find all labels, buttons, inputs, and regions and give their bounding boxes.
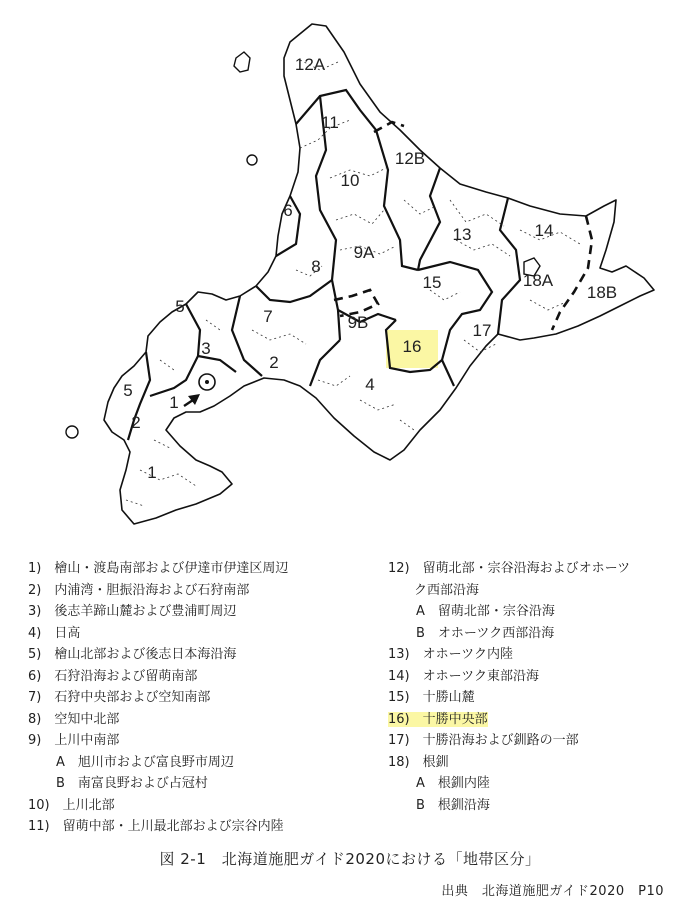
legend-item <box>28 558 288 580</box>
legend-item <box>28 752 288 774</box>
zone-label-7: 7 <box>263 307 273 326</box>
zone-label-6: 6 <box>283 201 293 220</box>
legend-item-text: A 根釧内陸 <box>416 776 490 791</box>
zone-label-2b: 2 <box>131 413 141 432</box>
zone-label-16: 16 <box>402 337 422 356</box>
legend-item-text: 14) オホーツク東部沿海 <box>388 668 539 684</box>
legend-item <box>28 580 288 602</box>
legend-item-text: 12) 留萌北部・宗谷沿海およびオホーツ <box>388 561 631 576</box>
zone-label-3: 3 <box>201 339 211 358</box>
legend-item <box>28 623 288 645</box>
zone-label-1a: 1 <box>169 393 179 412</box>
legend-item <box>388 580 630 602</box>
legend-item-text: 6) 石狩沿海および留萌南部 <box>28 668 198 684</box>
zone-label-9B: 9B <box>347 313 369 332</box>
island-rebun <box>234 52 250 72</box>
zone-label-1b: 1 <box>147 463 157 482</box>
legend-item <box>388 601 630 623</box>
legend-item-text: 7) 石狩中央部および空知南部 <box>28 690 211 705</box>
legend-item <box>28 709 288 731</box>
source-note: 出典 北海道施肥ガイド2020 P10 <box>441 884 664 899</box>
legend-item-text: B オホーツク西部沿海 <box>416 625 555 641</box>
legend-item-text: 15) 十勝山麓 <box>388 690 475 705</box>
legend-item <box>28 666 288 688</box>
legend-item <box>388 666 630 688</box>
legend-item-text: B 南富良野および占冠村 <box>56 776 208 791</box>
legend-item-text: 8) 空知中北部 <box>28 711 120 727</box>
legend-left-column <box>28 558 288 838</box>
zone-label-17: 17 <box>472 321 492 340</box>
legend-item-text: 16) 十勝中央部 <box>388 711 488 727</box>
zone-label-12B: 12B <box>394 149 426 168</box>
legend-item-text: 4) 日高 <box>28 625 81 641</box>
legend-item <box>388 773 630 795</box>
island-rishiri <box>247 155 257 165</box>
zone-label-14: 14 <box>534 221 554 240</box>
zone-label-13: 13 <box>452 225 472 244</box>
figure-caption: 図 2-1 北海道施肥ガイド2020における「地帯区分」 <box>159 850 541 868</box>
zone-label-10: 10 <box>340 171 360 190</box>
legend-item-text: ク西部沿海 <box>414 582 480 598</box>
zone-label-9A: 9A <box>353 243 375 262</box>
legend-item <box>388 558 630 580</box>
legend-item <box>388 795 630 817</box>
legend-item-text: 3) 後志羊蹄山麓および豊浦町周辺 <box>28 604 237 619</box>
municipal-boundaries <box>126 60 580 506</box>
legend-right-column <box>388 558 630 816</box>
legend-item-text: A 留萌北部・宗谷沿海 <box>416 604 555 619</box>
legend-item <box>28 730 288 752</box>
island-okushiri <box>66 426 78 438</box>
zone-label-5a: 5 <box>175 297 185 316</box>
legend-item <box>28 687 288 709</box>
zone-boundaries <box>128 90 520 440</box>
zone-label-11: 11 <box>321 113 339 132</box>
legend-item <box>28 601 288 623</box>
legend-item-text: A 旭川市および富良野市周辺 <box>56 754 234 770</box>
legend-item <box>388 752 630 774</box>
legend-item <box>388 730 630 752</box>
arrow-icon <box>184 394 200 406</box>
zone-labels <box>123 55 617 482</box>
legend-item-text: 11) 留萌中部・上川最北部および宗谷内陸 <box>28 819 284 834</box>
legend-item <box>388 644 630 666</box>
legend-item-text: 5) 檜山北部および後志日本海沿海 <box>28 647 237 662</box>
zone-label-18A: 18A <box>522 271 554 290</box>
legend-item-text: 1) 檜山・渡島南部および伊達市伊達区周辺 <box>28 561 289 576</box>
legend-item <box>388 623 630 645</box>
zone-label-5b: 5 <box>123 381 133 400</box>
legend-item-text: 9) 上川中南部 <box>28 733 120 748</box>
zone-label-8: 8 <box>311 257 321 276</box>
legend-item <box>28 795 288 817</box>
legend-item <box>28 773 288 795</box>
legend-item-text: 10) 上川北部 <box>28 797 115 813</box>
zone-label-4: 4 <box>365 375 375 394</box>
zone-label-12A: 12A <box>294 55 326 74</box>
legend-item-text: 17) 十勝沿海および釧路の一部 <box>388 733 579 748</box>
legend-item <box>28 816 288 838</box>
legend-item <box>388 709 630 731</box>
zone-label-2: 2 <box>269 353 279 372</box>
zone-label-15: 15 <box>422 273 442 292</box>
legend-item-text: 2) 内浦湾・胆振沿海および石狩南部 <box>28 582 250 598</box>
lake-toya-island <box>205 380 209 384</box>
legend-item <box>28 644 288 666</box>
legend-item-text: B 根釧沿海 <box>416 797 490 813</box>
legend-item-text: 13) オホーツク内陸 <box>388 647 513 662</box>
zone-label-18B: 18B <box>586 283 618 302</box>
legend-item-text: 18) 根釧 <box>388 754 449 770</box>
hokkaido-outline <box>104 24 654 524</box>
legend-item <box>388 687 630 709</box>
